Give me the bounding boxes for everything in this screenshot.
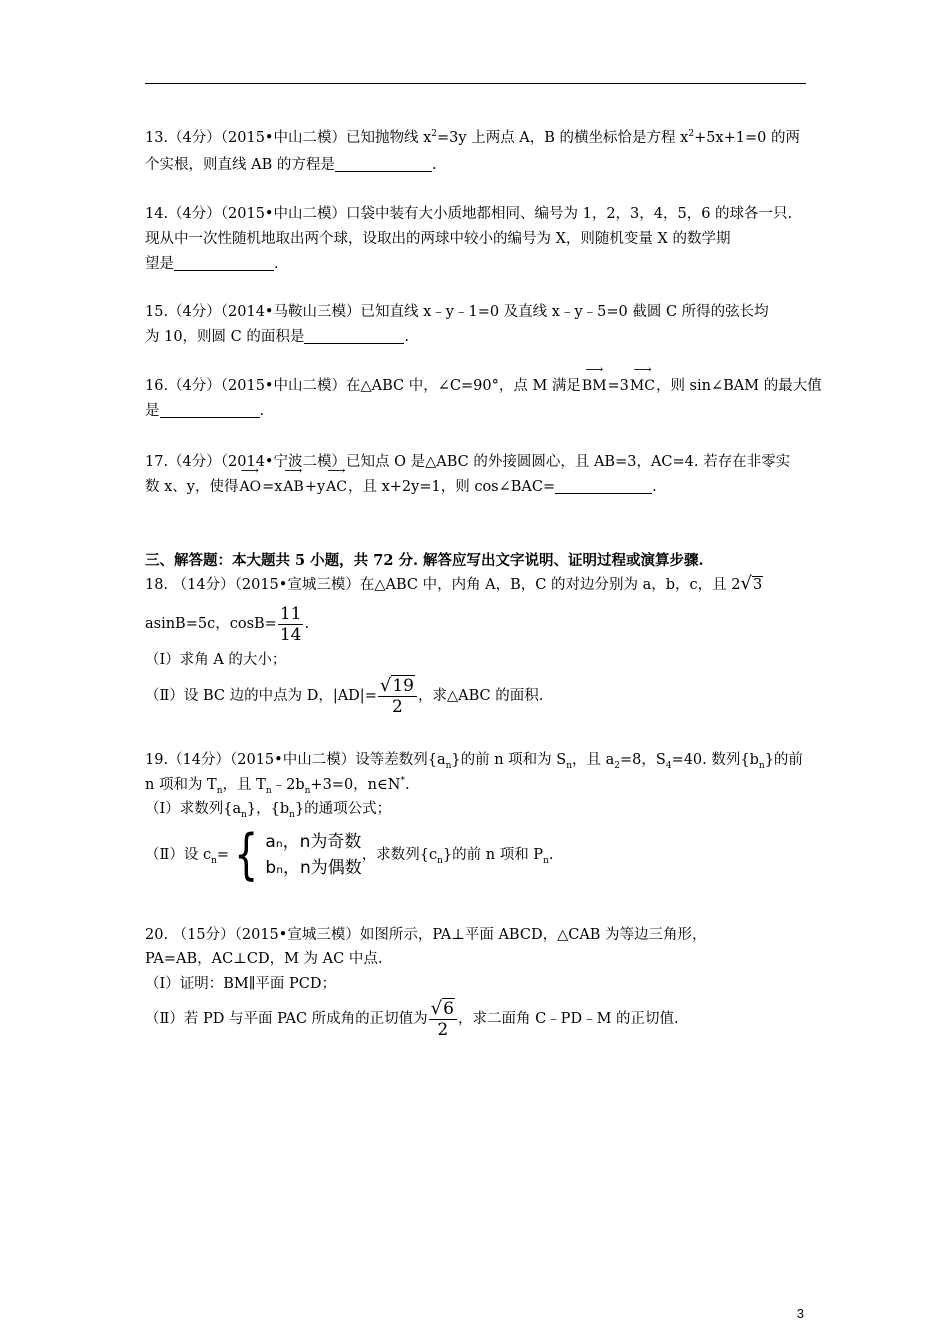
q19-line1: 19.（14分）（2015•中山二模）设等差数列$\{a_n\}$的前 n 项和为 $S_n$，且 $a_2=8$，$S_4=40$. 数列$\{b_n\}$的前 bbox=[145, 752, 803, 771]
q17-line2: 数 x、y，使得⟶ AO=x⟶ AB+y⟶ AC，且 x+2y=1，则 cos∠BAC= . bbox=[145, 477, 657, 497]
q18-part2: （Ⅱ）设 BC 边的中点为 D，|AD|= $\frac{√19}{2}$ ，求△ABC 的面积. bbox=[145, 674, 544, 717]
q19-part1: （Ⅰ）求数列$\{a_n\}$，$\{b_n\}$的通项公式； bbox=[145, 801, 392, 820]
piecewise-definition: { aₙ，n为奇数 bₙ，n为偶数 bbox=[234, 823, 362, 886]
vector-bm: ⟶ BM bbox=[582, 376, 607, 396]
q20-line1: 20. （15分）（2015•宣城三模）如图所示，PA⊥平面 ABCD，△CAB 为等边三角形， bbox=[145, 927, 707, 943]
vector-ao: ⟶ AO bbox=[239, 477, 261, 497]
q13-line1: 13.（4分）（2015•中山二模）已知抛物线 $x^2=3y$ 上两点 A，B 的横坐标恰是方程 $x^2+5x+1=0$ 的两 bbox=[145, 129, 800, 146]
fraction: $\frac{√19}{2}$ bbox=[378, 676, 417, 717]
q14-line3: 望是 . bbox=[145, 256, 279, 272]
q15-line2: 为 10，则圆 C 的面积是 . bbox=[145, 329, 409, 345]
answer-blank[interactable] bbox=[335, 171, 432, 172]
vector-ab: ⟶ AB bbox=[283, 477, 303, 497]
q18-line1: 18. （14分）（2015•宣城三模）在△ABC 中，内角 A，B，C 的对边分别为 a，b，c，且 2√3 bbox=[145, 573, 763, 594]
answer-blank[interactable] bbox=[555, 493, 652, 494]
q18-line2: asinB=5c，cosB= $\frac{11}{14}$ . bbox=[145, 603, 310, 645]
page-number: 3 bbox=[796, 1306, 804, 1321]
vector-mc: ⟶ MC bbox=[630, 376, 655, 396]
fraction: $\frac{√6}{2}$ bbox=[429, 999, 457, 1040]
q14-line1: 14.（4分）（2015•中山二模）口袋中装有大小质地都相同、编号为 1，2，3，4，5，6 的球各一只. bbox=[145, 206, 793, 222]
q18-part1: （Ⅰ）求角 A 的大小； bbox=[145, 652, 287, 668]
q16-line2: 是 . bbox=[145, 403, 265, 419]
answer-blank[interactable] bbox=[304, 343, 404, 344]
answer-blank[interactable] bbox=[174, 270, 274, 271]
q17-line1: 17.（4分）（2014•宁波二模）已知点 O 是△ABC 的外接圆圆心，且 AB=3，AC=4. 若存在非零实 bbox=[145, 454, 791, 470]
section-heading: 三、解答题：本大题共 5 小题，共 72 分. 解答应写出文字说明、证明过程或演算步骤. bbox=[145, 552, 704, 569]
q13-line2: 个实根，则直线 AB 的方程是 . bbox=[145, 157, 437, 173]
q15-line1: 15.（4分）（2014•马鞍山三模）已知直线 x﹣y﹣1=0 及直线 x﹣y﹣5=0 截圆 C 所得的弦长均 bbox=[145, 304, 769, 320]
fraction: $\frac{11}{14}$ bbox=[279, 603, 302, 645]
q16-line1: 16.（4分）（2015•中山二模）在△ABC 中，∠C=90°，点 M 满足⟶ BM=3⟶ MC，则 sin∠BAM 的最大值 bbox=[145, 376, 822, 396]
q19-line2: n 项和为 $T_n$，且 $T_n﹣2b_n+3=0$，n∈N*. bbox=[145, 776, 410, 796]
sqrt-expression: √3 bbox=[740, 573, 763, 594]
q19-part2: （Ⅱ）设 $c_n=$ { aₙ，n为奇数 bₙ，n为偶数 ，求数列$\{c_n\}$的前 n 项和 $P_n$. bbox=[145, 823, 554, 886]
q20-part1: （Ⅰ）证明：BM∥平面 PCD； bbox=[145, 976, 337, 992]
q20-line2: PA=AB，AC⊥CD，M 为 AC 中点. bbox=[145, 951, 383, 967]
q20-part2: （Ⅱ）若 PD 与平面 PAC 所成角的正切值为 $\frac{√6}{2}$ ，求二面角 C﹣PD﹣M 的正切值. bbox=[145, 997, 679, 1040]
answer-blank[interactable] bbox=[160, 417, 260, 418]
q14-line2: 现从中一次性随机地取出两个球，设取出的两球中较小的编号为 X，则随机变量 X 的数学期 bbox=[145, 231, 731, 247]
header-rule bbox=[145, 83, 806, 84]
vector-ac: ⟶ AC bbox=[326, 477, 347, 497]
